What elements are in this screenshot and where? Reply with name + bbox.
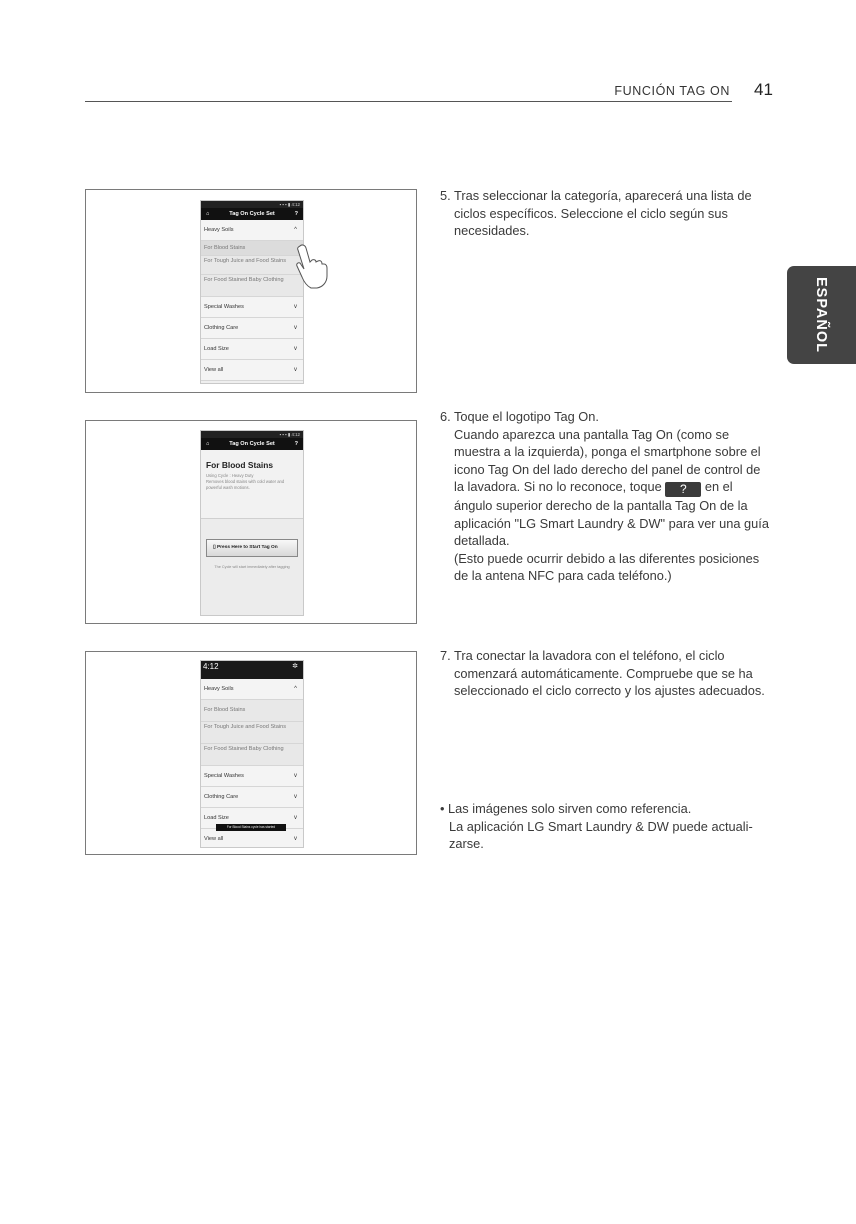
lock-screen-bar (201, 661, 303, 679)
chevron-up-icon: ^ (294, 686, 297, 692)
chevron-down-icon: v (294, 367, 297, 373)
header-rule (85, 101, 732, 102)
page-number: 41 (754, 80, 773, 99)
cycle-item[interactable]: For Tough Juice and Food Stains (201, 722, 303, 744)
tag-on-note: The Cycle will start immediately after tagging (214, 565, 290, 569)
category-row[interactable]: Clothing Care v (201, 318, 303, 339)
action-bar (201, 208, 303, 220)
home-icon[interactable]: ⌂ (206, 211, 210, 217)
action-title: Tag On Cycle Set (229, 441, 275, 447)
category-row[interactable]: Load Size v (201, 808, 303, 829)
phone-screen-3 (200, 660, 304, 848)
chevron-down-icon: v (294, 815, 297, 821)
chevron-down-icon: v (294, 346, 297, 352)
section-title: FUNCIÓN TAG ON (614, 84, 730, 98)
cycle-detail (201, 450, 303, 519)
step-6-text: 6. Toque el logotipo Tag On. Cuando aparezca una pantalla Tag On (como se muestra a la izquierda), ponga el smartphone sobre el icono Tag On del lado derecho del panel de control de la lavadora. Si no lo reconoce, toque ? en el ángulo superior derecho de la pantalla Tag On de la aplicación "LG Smart Laundry & DW" para ver una guía detallada. (Esto puede ocurrir debido a las diferentes posiciones de la antena NFC para cada teléfono.) (440, 409, 769, 583)
category-row[interactable]: Special Washes v (201, 297, 303, 318)
category-row[interactable]: Special Washes v (201, 766, 303, 787)
status-bar: ▪ ▪ ▪ ▮ 4:12 (201, 431, 303, 438)
chevron-up-icon: ^ (294, 227, 297, 233)
phone-screen-2 (200, 430, 304, 616)
screenshot-frame-3 (85, 651, 417, 855)
screenshot-frame-1 (85, 189, 417, 393)
action-title: Tag On Cycle Set (229, 211, 275, 217)
category-row[interactable]: View all v (201, 829, 303, 848)
language-label: ESPAÑOL (813, 276, 829, 354)
gear-icon[interactable]: ✲ (292, 663, 298, 670)
cycle-item[interactable]: For Blood Stains (201, 241, 303, 256)
help-icon[interactable]: ? (294, 441, 298, 447)
cycle-using: Using Cycle : Heavy Duty (206, 473, 254, 478)
chevron-down-icon: v (294, 773, 297, 779)
reference-note: • Las imágenes solo sirven como referencia. La aplicación LG Smart Laundry & DW puede actuali- zarse. (440, 801, 753, 851)
cycle-title: For Blood Stains (206, 460, 273, 470)
language-side-tab (787, 266, 856, 364)
help-button-icon: ? (665, 482, 701, 497)
cycle-description: Removes blood stains with cold water and powerful wash motions. (206, 479, 285, 490)
category-row[interactable]: Heavy Soils ^ (201, 220, 303, 241)
chevron-down-icon: v (294, 304, 297, 310)
start-tag-on-button[interactable] (206, 539, 298, 557)
cycle-started-toast: For Blood Stains cycle has started (216, 824, 286, 831)
chevron-down-icon: v (294, 325, 297, 331)
category-row[interactable]: View all v (201, 360, 303, 381)
clock-time: 4:12 (203, 662, 219, 671)
cycle-item[interactable]: For Blood Stains (201, 700, 303, 722)
cycle-item[interactable]: For Food Stained Baby Clothing (201, 275, 303, 297)
step-5-text: 5. Tras seleccionar la categoría, aparecerá una lista de ciclos específicos. Seleccione el ciclo según sus necesidades. (440, 188, 752, 238)
chevron-down-icon: v (294, 794, 297, 800)
cycle-item[interactable]: For Tough Juice and Food Stains (201, 256, 303, 275)
action-bar (201, 438, 303, 450)
phone-screen-1 (200, 200, 304, 384)
phone-tag-icon: ▯ (213, 545, 216, 550)
category-row[interactable]: Load Size v (201, 339, 303, 360)
start-tag-on-label: Press Here to Start Tag On (216, 545, 278, 550)
chevron-down-icon: v (294, 836, 297, 842)
hand-pointer-icon (294, 242, 330, 290)
help-icon[interactable]: ? (294, 211, 298, 217)
cycle-item[interactable]: For Food Stained Baby Clothing (201, 744, 303, 766)
category-row[interactable]: Clothing Care v (201, 787, 303, 808)
step-7-text: 7. Tra conectar la lavadora con el teléfono, el ciclo comenzará automáticamente. Compruebe que se ha seleccionado el ciclo correcto y los ajustes adecuados. (440, 648, 765, 698)
home-icon[interactable]: ⌂ (206, 441, 210, 447)
category-row[interactable]: Heavy Soils ^ (201, 679, 303, 700)
status-bar: ▪ ▪ ▪ ▮ 4:12 (201, 201, 303, 208)
screenshot-frame-2 (85, 420, 417, 624)
